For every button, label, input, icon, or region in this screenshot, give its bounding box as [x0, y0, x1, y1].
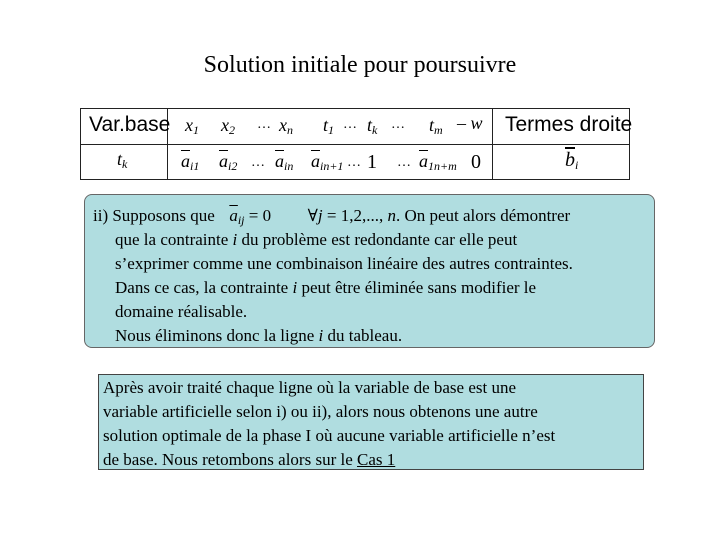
line-3: s’exprimer comme une combinaison linéaire des autres contraintes. — [115, 254, 573, 273]
row-ellipsis: … — [397, 155, 411, 170]
header-xn: $x_n$ — [279, 115, 293, 137]
conclusion-box — [98, 374, 644, 470]
cell-b-i: $\overline{b}_i$ — [565, 149, 579, 172]
line-6: Nous éliminons donc la ligne i du tableau. — [115, 326, 403, 345]
line-2: variable artificielle selon i) ou ii), alors nous obtenons une autre — [103, 402, 538, 421]
row-ellipsis: … — [347, 155, 361, 170]
line-5: domaine réalisable. — [115, 302, 248, 321]
header-ellipsis: … — [257, 117, 271, 132]
cell-a-i2: $\overline{a}_{i2}$ — [219, 151, 238, 173]
header-tm: $t_m$ — [429, 115, 443, 137]
line-3: solution optimale de la phase I où aucune variable artificielle n’est — [103, 426, 556, 445]
line-1: Après avoir traité chaque ligne où la variable de base est une — [103, 378, 517, 397]
header-var-base: Var.base — [89, 113, 171, 136]
header-rhs: Termes droite — [505, 113, 633, 136]
line-4: Dans ce cas, la contrainte i peut être éliminée sans modifier le — [115, 278, 537, 297]
header-x2: $x_2$ — [221, 115, 235, 137]
line-4: de base. Nous retombons alors sur le Cas 1 — [103, 450, 396, 469]
cas-1-link[interactable]: Cas 1 — [357, 450, 396, 469]
header-w: – w — [457, 113, 483, 133]
cell-a-in: $\overline{a}_{in}$ — [275, 151, 294, 173]
header-tk: $t_k$ — [367, 115, 378, 137]
equation-a: $\overline{a}$ — [229, 206, 238, 225]
cell-a-in1: $\overline{a}_{in+1}$ — [311, 151, 344, 173]
simplex-table — [80, 108, 633, 180]
page-title: Solution initiale pour poursuivre — [203, 52, 517, 78]
header-ellipsis: … — [343, 117, 357, 132]
cell-one: 1 — [367, 151, 377, 173]
cell-a-i1: $\overline{a}_{i1}$ — [181, 151, 200, 173]
row-tk: $t_k$ — [117, 149, 128, 171]
header-x1: $x_1$ — [185, 115, 199, 137]
cell-zero: 0 — [471, 151, 481, 173]
header-t1: $t_1$ — [323, 115, 335, 137]
table-row-divider — [81, 144, 629, 145]
table-col-divider — [492, 109, 493, 179]
line-1: ii) Supposons que $\overline{a}_{ij} = 0$ ∀j = 1,2,..., n. On peut alors démontrer — [93, 206, 571, 227]
case-ii-box — [84, 194, 655, 348]
row-ellipsis: … — [251, 155, 265, 170]
line-2: que la contrainte i du problème est redondante car elle peut — [115, 230, 518, 249]
header-ellipsis: … — [391, 117, 405, 132]
cell-a-1nm: $\overline{a}_{1n+m}$ — [419, 151, 457, 173]
